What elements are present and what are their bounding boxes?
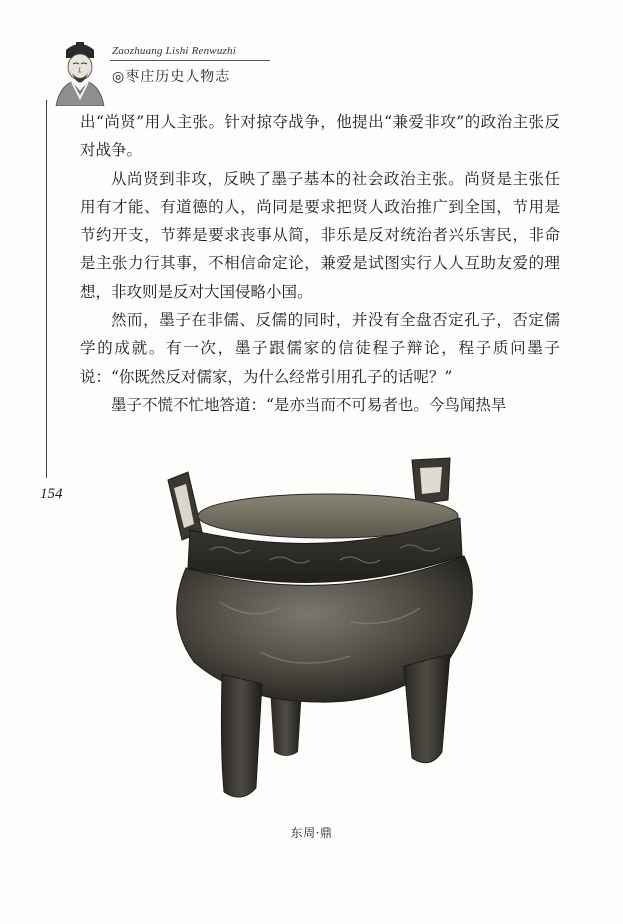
page-number: 154: [40, 486, 63, 502]
series-title-chinese: ◎枣庄历史人物志: [112, 69, 231, 85]
series-title-latin: Zaozhuang Lishi Renwuzhi: [112, 45, 236, 57]
bronze-ding-vessel-image: [150, 452, 480, 822]
paragraph-continued: 出“尚贤”用人主张。针对掠夺战争，他提出“兼爱非攻”的政治主张反对战争。: [80, 113, 560, 160]
margin-rule: [46, 100, 47, 478]
paragraph: 然而，墨子在非儒、反儒的同时，并没有全盘否定孔子，否定儒学的成就。有一次，墨子跟儒家的信徒程子辩论，程子质问墨子说：“你既然反对儒家，为什么经常引用孔子的话呢？”: [80, 311, 560, 386]
paragraph: 从尚贤到非攻，反映了墨子基本的社会政治主张。尚贤是主张任用有才能、有道德的人，尚同是要求把贤人政治推广到全国，节用是节约开支，节葬是要求丧事从简，非乐是反对统治者兴乐害民，非命是主张力行其事，不相信命定论，兼爱是试图实行人人互助友爱的理想，非攻则是反对大国侵略小国。: [80, 169, 560, 301]
figure-caption: 东周·鼎: [290, 826, 333, 840]
scholar-portrait-icon: [52, 40, 108, 106]
paragraph: 墨子不慌不忙地答道：“是亦当而不可易者也。今鸟闻热旱: [111, 395, 507, 414]
body-text: [80, 108, 560, 419]
header-divider: [110, 60, 270, 61]
